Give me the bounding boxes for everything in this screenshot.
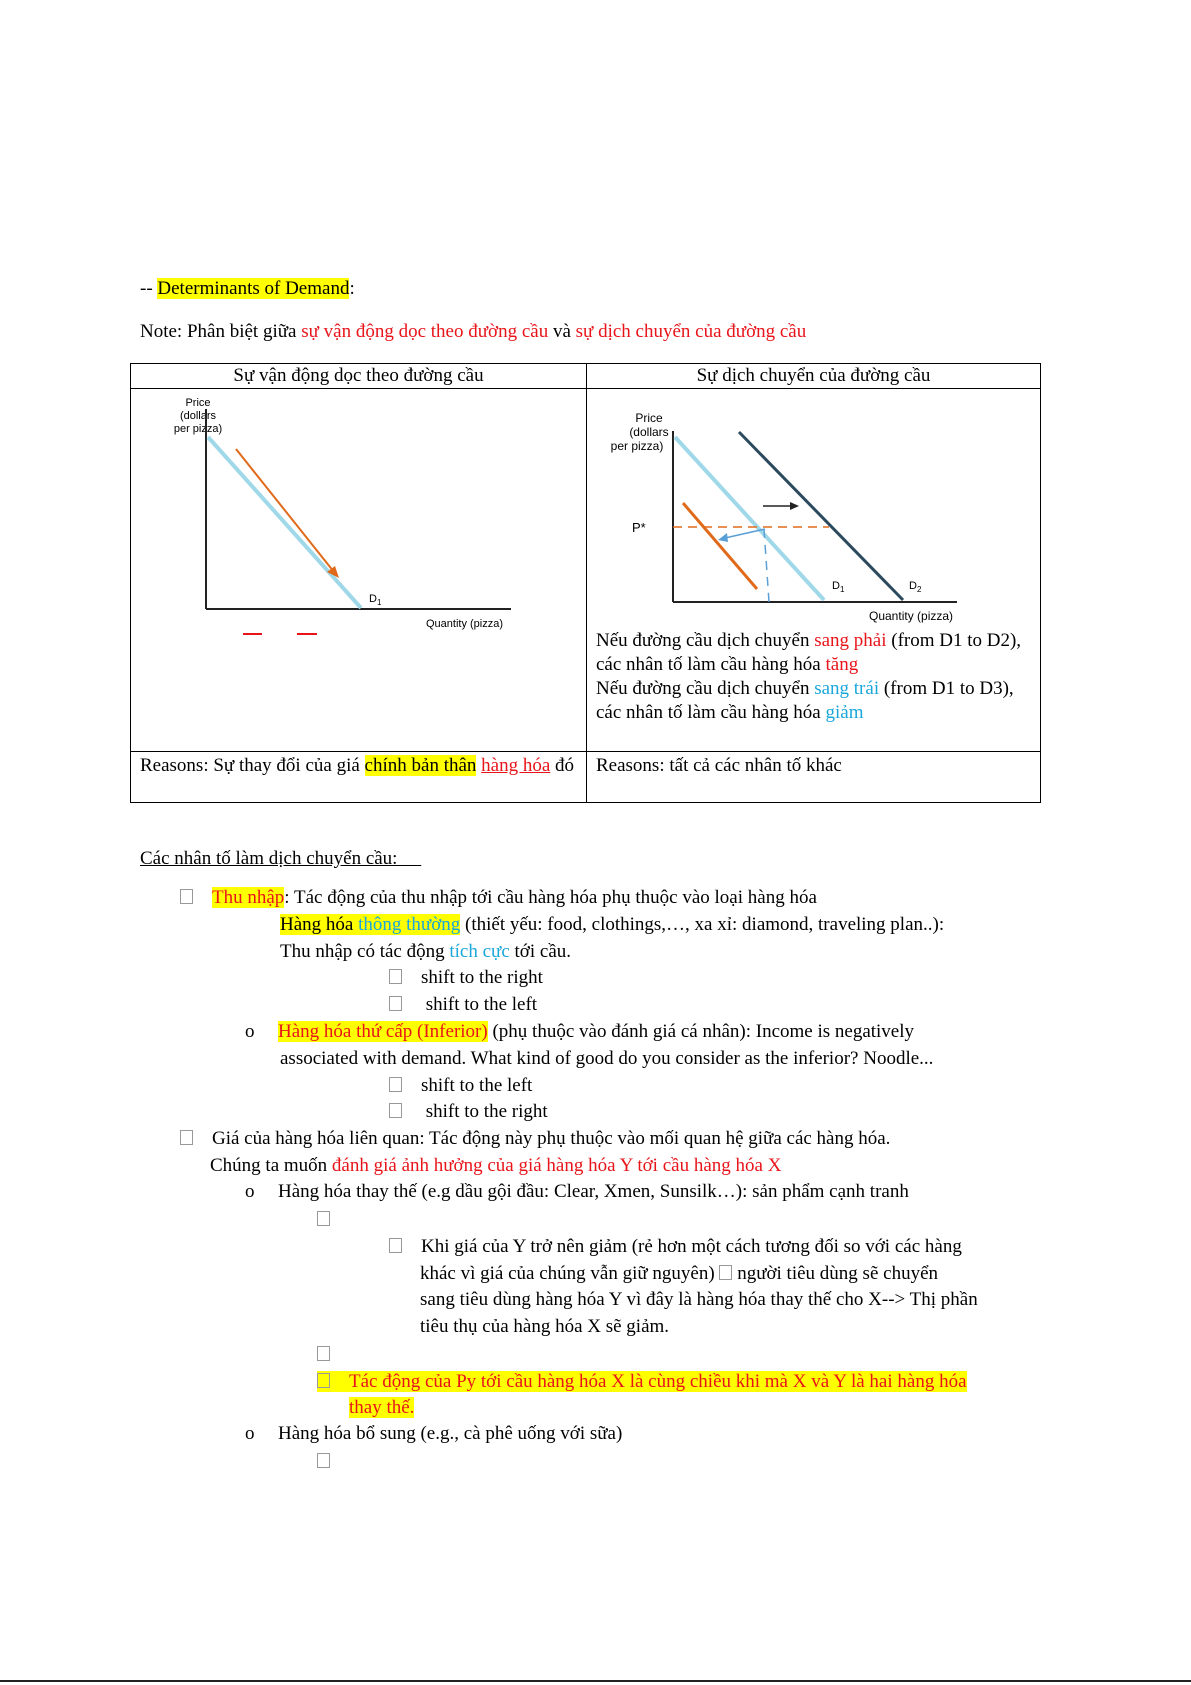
shift-graph [587,389,1042,629]
shift-ylabel-3: per pizza) [610,439,664,453]
shift-right-text: Nếu đường cầu dịch chuyển sang phải (from D1 to D2), các nhân tố làm cầu hàng hóa tăng [596,630,1022,675]
movement-ylabel-2: (dollars [179,410,217,422]
inferior-line-1: Hàng hóa thứ cấp (Inferior) (phụ thuộc vào đánh giá cá nhân): Income is negatively [278,1021,915,1042]
shift-left-item-1: shift to the left [389,993,537,1017]
bullet-box-icon [317,1453,330,1468]
bullet-box-icon [389,1103,402,1118]
bullet-box-icon [389,969,402,984]
note-movement: sự vận động dọc theo đường cầu [301,321,549,342]
movement-xlabel: Quantity (pizza) [426,618,504,630]
heading-dashes: -- [140,278,158,299]
substitute-conclusion-2: thay thế. [349,1397,415,1418]
substitute-para-3: sang tiêu dùng hàng hóa Y vì đây là hàng hóa thay thế cho X--> Thị phần [420,1289,978,1310]
heading-colon: : [349,278,355,299]
income-item [180,886,817,910]
substitute-title: Hàng hóa thay thế (e.g dầu gội đầu: Clear, Xmen, Sunsilk…): sản phẩm cạnh tranh [278,1181,909,1202]
note-and: và [548,321,576,342]
substitute-bullet: o [245,1181,255,1202]
demand-curve-d1 [208,437,361,608]
bullet-box-icon [317,1346,330,1361]
shift-d1-label: $D_1$ [832,580,845,594]
bullet-box-icon [317,1211,330,1226]
empty-bullet-3 [317,1450,330,1474]
bullet-box-icon [389,996,402,1011]
heading-title: Determinants of Demand [157,278,350,299]
comparison-table [130,363,1041,803]
note-shift: sự dịch chuyển của đường cầu [575,321,807,342]
income-label: Thu nhập [212,887,285,908]
normal-goods-line: Hàng hóa thông thường (thiết yếu: food, clothings,…, xa xỉ: diamond, traveling plan..): [280,914,945,935]
movement-ylabel-3: per pizza) [173,423,223,435]
bullet-box-icon [389,1077,402,1092]
col2-header: Sự dịch chuyển của đường cầu [587,364,1041,389]
col1-header: Sự vận động dọc theo đường cầu [131,364,587,389]
movement-d1-label: $D_1$ [369,593,382,607]
shift-ylabel-2: (dollars [629,425,669,439]
complement-bullet: o [245,1423,255,1444]
bullet-box-icon [389,1238,402,1253]
related-goods-line-2: Chúng ta muốn đánh giá ảnh hưởng của giá hàng hóa Y tới cầu hàng hóa X [210,1155,782,1176]
substitute-conclusion-1: Tác động của Py tới cầu hàng hóa X là cùng chiều khi mà X và Y là hai hàng hóa [317,1370,967,1394]
shift-d2-label: $D_2$ [909,580,922,594]
shift-left-text: Nếu đường cầu dịch chuyển sang trái (from D1 to D3), các nhân tố làm cầu hàng hóa giảm [596,678,1014,723]
reason-movement: Reasons: Sự thay đổi của giá chính bản thân hàng hóa đó [131,752,587,803]
note-prefix: Note: Phân biệt giữa [140,321,302,342]
empty-bullet-2 [317,1343,330,1367]
shift-left-arrow [725,529,765,538]
note-line [140,320,806,344]
section-heading [140,277,355,301]
shift-left-item-2: shift to the left [389,1074,532,1098]
reason-shift: Reasons: tất cả các nhân tố khác [587,752,1041,803]
shift-curve-d2 [739,432,903,600]
inferior-line-2: associated with demand. What kind of good do you consider as the inferior? Noodle... [280,1048,934,1069]
substitute-para-1: Khi giá của Y trở nên giảm (rẻ hơn một cách tương đối so với các hàng [389,1235,962,1259]
page-bottom-rule [0,1680,1191,1682]
empty-bullet-1 [317,1208,330,1232]
shift-right-arrowhead [790,502,799,510]
movement-arrow [236,449,334,572]
complement-title: Hàng hóa bổ sung (e.g., cà phê uống với sữa) [278,1423,623,1444]
movement-graph-cell [131,389,587,752]
factors-title: Các nhân tố làm dịch chuyển cầu: [140,848,398,869]
income-text: : Tác động của thu nhập tới cầu hàng hóa phụ thuộc vào loại hàng hóa [284,887,817,908]
shift-graph-cell [587,389,1041,752]
bullet-box-icon [180,889,193,904]
shift-explanation [596,629,1036,725]
shift-xlabel: Quantity (pizza) [869,609,954,623]
shift-right-item-2: shift to the right [389,1100,548,1124]
inferior-bullet: o [245,1021,255,1042]
arrow-box-icon [719,1265,732,1280]
shift-left-arrowhead [718,533,728,542]
related-goods-item: Giá của hàng hóa liên quan: Tác động này phụ thuộc vào mối quan hệ giữa các hàng hóa. [180,1127,890,1151]
substitute-para-4: tiêu thụ của hàng hóa X sẽ giảm. [420,1316,670,1337]
bullet-box-icon [317,1373,330,1388]
shift-ylabel-1: Price [635,411,663,425]
shift-right-item-1: shift to the right [389,966,543,990]
income-effect-line: Thu nhập có tác động tích cực tới cầu. [280,941,572,962]
substitute-para-2: khác vì giá của chúng vẫn giữ nguyên) người tiêu dùng sẽ chuyển [420,1263,938,1284]
movement-ylabel-1: Price [185,397,211,409]
price-label: P* [632,520,646,535]
movement-graph [131,389,586,751]
bullet-box-icon [180,1130,193,1145]
